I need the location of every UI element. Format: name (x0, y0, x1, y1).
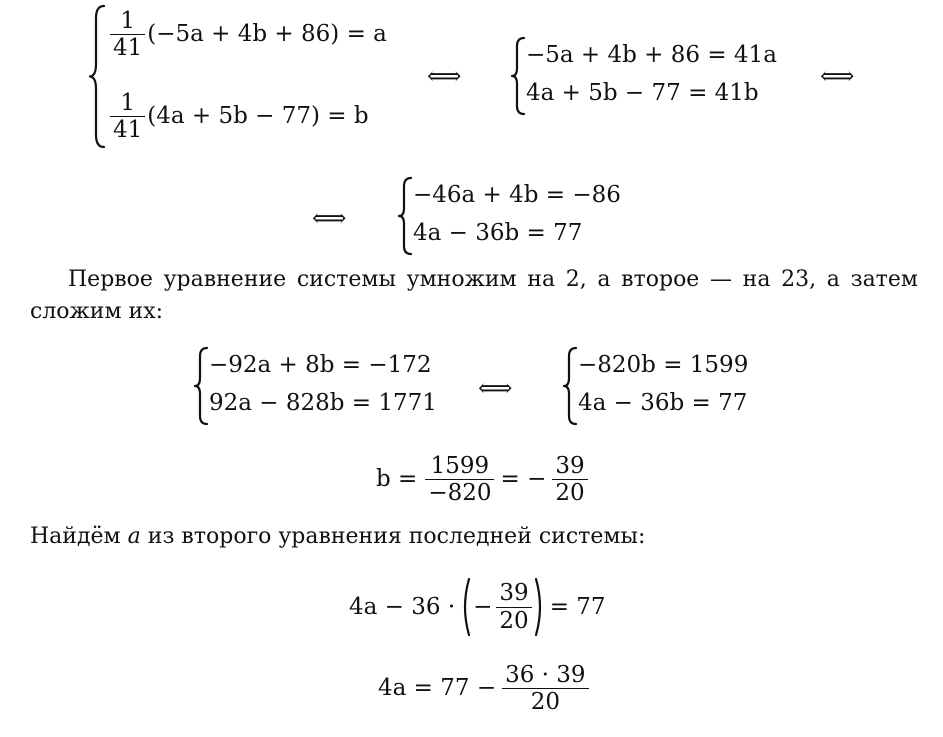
system-1-right (510, 36, 777, 116)
fraction-1-41: $\frac{1}{41}$ (110, 90, 145, 144)
left-brace-icon (562, 346, 578, 426)
left-paren-icon (459, 577, 471, 637)
equation-4-2: 92a − 828b = 1771 (209, 390, 437, 416)
iff-symbol: ⟺ (478, 374, 511, 402)
equation-2-2: 4a + 5b − 77 = 41b (526, 80, 759, 106)
iff-symbol: ⟺ (820, 62, 853, 90)
paragraph-line-2: сложим их: (30, 299, 164, 324)
fraction-39-20: $\frac{39}{20}$ (552, 453, 587, 507)
system-3 (397, 176, 637, 256)
system-1-left (88, 4, 388, 149)
paragraph-line-1: Первое уравнение системы умножим на 2, а второе — на 23, а затем (68, 267, 918, 292)
eq-a1-minus: − (473, 593, 493, 620)
equation-1-1 (108, 8, 387, 62)
left-brace-icon (193, 346, 209, 426)
equation-5-2: 4a − 36b = 77 (578, 390, 748, 416)
system-4-left (193, 346, 437, 426)
eq-a1-rhs: = 77 (549, 593, 606, 620)
equation-a-2 (378, 662, 591, 716)
equation-3-1: −46a + 4b = −86 (413, 182, 621, 208)
right-paren-icon (534, 577, 546, 637)
variable-a: a (127, 524, 141, 549)
b-lhs: b = (376, 466, 418, 493)
iff-symbol: ⟺ (312, 204, 345, 232)
eq-a2-lhs: 4a = 77 − (378, 675, 497, 702)
b-mid: = − (500, 466, 547, 493)
system-4-right (562, 346, 762, 426)
fraction-1-41: $\frac{1}{41}$ (110, 8, 145, 62)
equation-rest: (4a + 5b − 77) = b (147, 103, 369, 130)
fraction-1599-820: $\frac{1599}{-820}$ (425, 453, 494, 507)
fraction-36x39-20: $\frac{36 \cdot 39}{20}$ (502, 662, 588, 716)
equation-5-1: −820b = 1599 (578, 352, 749, 378)
iff-symbol: ⟺ (427, 62, 460, 90)
eq-a1-lhs: 4a − 36 · (349, 593, 456, 620)
paragraph-2: Найдём a из второго уравнения последней системы: (30, 524, 646, 549)
left-brace-icon (397, 176, 413, 256)
fraction-39-20: $\frac{39}{20}$ (496, 580, 531, 634)
left-brace-icon (88, 4, 106, 149)
equation-a-1 (349, 577, 606, 637)
equation-1-2 (108, 90, 369, 144)
equation-2-1: −5a + 4b + 86 = 41a (526, 42, 777, 68)
equation-4-1: −92a + 8b = −172 (209, 352, 432, 378)
left-brace-icon (510, 36, 526, 116)
b-result-equation (376, 453, 590, 507)
equation-rest: (−5a + 4b + 86) = a (147, 21, 387, 48)
equation-3-2: 4a − 36b = 77 (413, 220, 583, 246)
